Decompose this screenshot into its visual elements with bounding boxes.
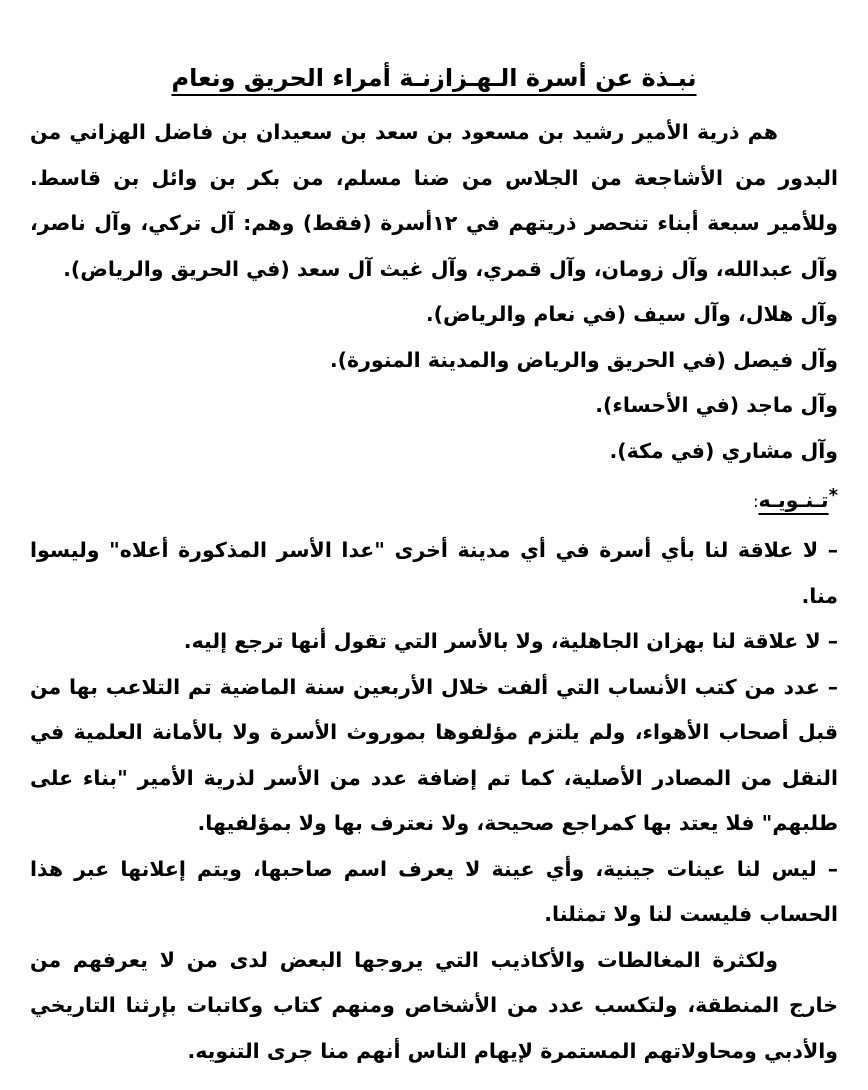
family-line: وآل هلال، وآل سيف (في نعام والرياض). [425, 302, 838, 326]
page-title: نبـذة عن أسرة الـهـزازنـة أمراء الحريق ونعام [171, 64, 697, 92]
note-heading-word: تـنـويـه [758, 488, 829, 512]
note-colon: : [753, 492, 759, 511]
note-list [30, 528, 838, 938]
family-line: وآل ماجد (في الأحساء). [595, 393, 838, 417]
family-list [30, 292, 838, 474]
note-heading [30, 474, 838, 524]
intro-paragraph: هم ذرية الأمير رشيد بن مسعود بن سعد بن سعيدان بن فاضل الهزاني من البدور من الأشاجعة من الجلاس من ضنا مسلم، من بكر بن وائل بن قاسط. وللأمير سبعة أبناء تنحصر ذريتهم في ١٢أسرة (فقط) وهم: آل تركي، وآل ناصر، وآل عبدالله، وآل زومان، وآل قمري، وآل غيث آل سعد (في الحريق والرياض). [30, 120, 838, 281]
family-line: وآل مشاري (في مكة). [609, 438, 838, 463]
note-item: – عدد من كتب الأنساب التي ألفت خلال الأربعين سنة الماضية تم التلاعب بها من قبل أصحاب الأهواء، ولم يلتزم مؤلفوها بموروث الأسرة ولا بالأمانة العلمية في النقل من المصادر الأصلية، كما تم إضافة عدد من الأسر لذرية الأمير "بناء على طلبهم" فلا يعتد بها كمراجع صحيحة، ولا نعترف بها ولا بمؤلفيها. [30, 674, 838, 835]
family-line: وآل فيصل (في الحريق والرياض والمدينة المنورة). [329, 347, 838, 372]
closing-paragraph: ولكثرة المغالطات والأكاذيب التي يروجها البعض لدى من لا يعرفهم من خارج المنطقة، ولتكسب عدد من الأشخاص ومنهم كتاب وكاتبات بإرثنا التاريخي والأدبي ومحاولاتهم المستمرة لإيهام الناس أنهم منا جرى التنويه. [30, 947, 838, 1063]
note-item: – ليس لنا عينات جينية، وأي عينة لا يعرف اسم صاحبها، ويتم إعلانها عبر هذا الحساب فليست لنا ولا تمثلنا. [30, 856, 838, 926]
note-item: – لا علاقة لنا بأي أسرة في أي مدينة أخرى "عدا الأسر المذكورة أعلاه" وليسوا منا. [30, 538, 838, 608]
note-item: – لا علاقة لنا بهزان الجاهلية، ولا بالأسر التي تقول أنها ترجع إليه. [183, 629, 838, 653]
note-star: * [828, 485, 838, 506]
